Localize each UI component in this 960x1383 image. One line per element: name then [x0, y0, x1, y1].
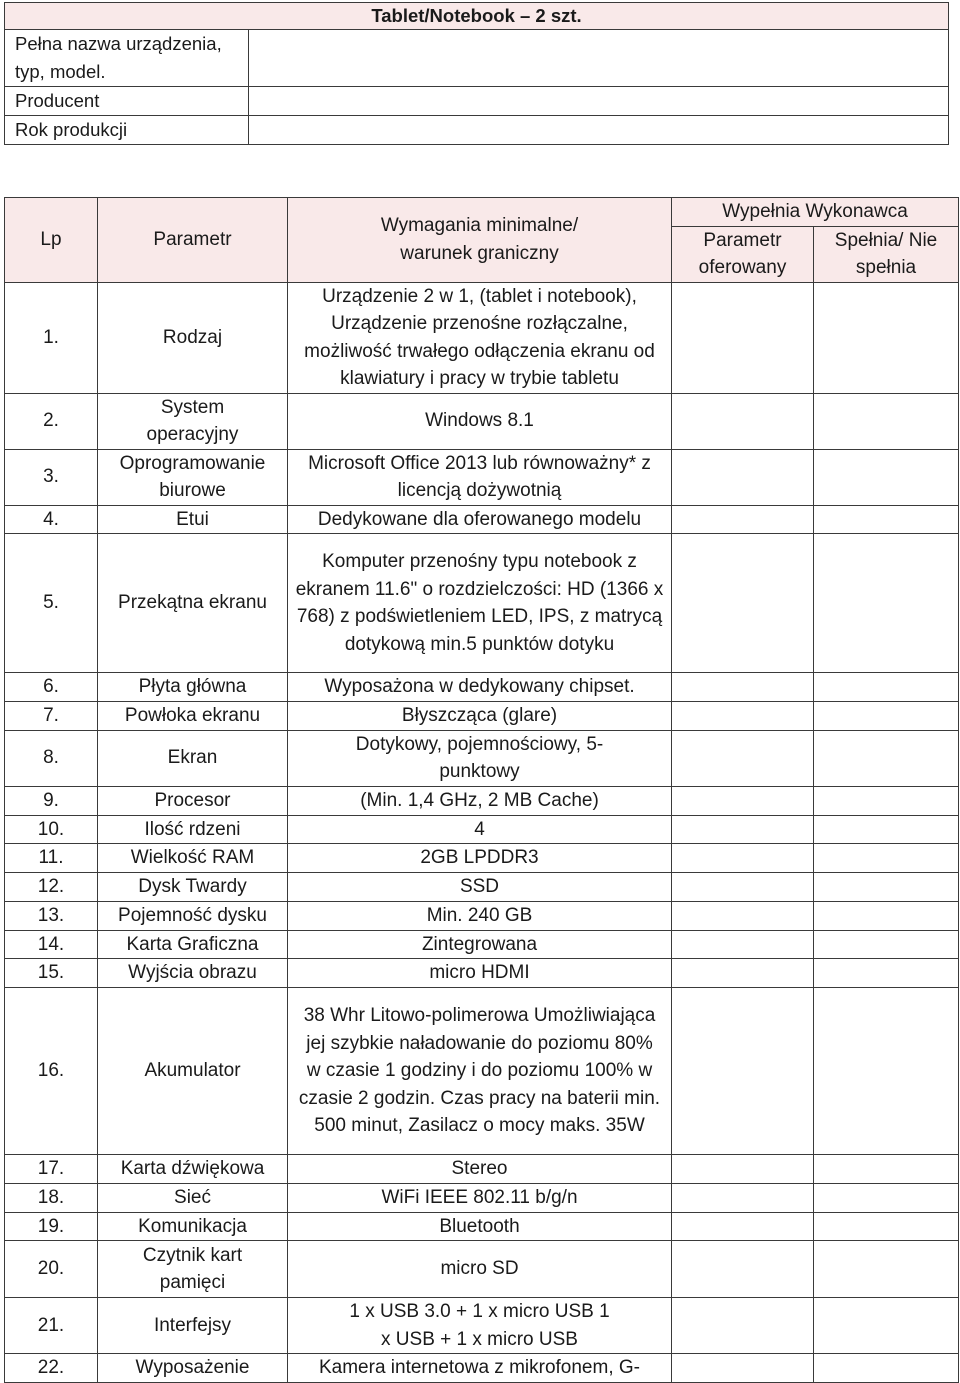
row-lp: 14. — [5, 930, 98, 959]
device-field-label: Rok produkcji — [5, 116, 249, 145]
row-parameter: Karta dźwiękowa — [98, 1155, 288, 1184]
row-lp: 22. — [5, 1354, 98, 1383]
table-row — [5, 449, 959, 505]
row-parameter: Ilość rdzeni — [98, 815, 288, 844]
device-field-label: Producent — [5, 87, 249, 116]
row-requirement: Dedykowane dla oferowanego modelu — [288, 505, 672, 534]
row-lp: 2. — [5, 393, 98, 449]
row-requirement: Błyszcząca (glare) — [288, 702, 672, 731]
row-parameter: Pojemność dysku — [98, 902, 288, 931]
row-meets-cell[interactable] — [814, 730, 959, 786]
row-parameter: Etui — [98, 505, 288, 534]
table-row — [5, 673, 959, 702]
row-lp: 4. — [5, 505, 98, 534]
row-parameter: Komunikacja — [98, 1212, 288, 1241]
row-requirement: Microsoft Office 2013 lub równoważny* z licencją dożywotnią — [288, 449, 672, 505]
row-offered-value-cell[interactable] — [672, 505, 814, 534]
row-lp: 6. — [5, 673, 98, 702]
row-meets-cell[interactable] — [814, 1155, 959, 1184]
row-requirement: Urządzenie 2 w 1, (tablet i notebook), Urządzenie przenośne rozłączalne, możliwość trwałego odłączenia ekranu od klawiatury i pracy w trybie tabletu — [288, 282, 672, 393]
row-meets-cell[interactable] — [814, 1183, 959, 1212]
row-meets-cell[interactable] — [814, 902, 959, 931]
row-meets-cell[interactable] — [814, 505, 959, 534]
row-offered-value-cell[interactable] — [672, 786, 814, 815]
row-lp: 5. — [5, 534, 98, 673]
row-lp: 21. — [5, 1298, 98, 1354]
row-requirement: Windows 8.1 — [288, 393, 672, 449]
table-row — [5, 1212, 959, 1241]
row-requirement: 1 x USB 3.0 + 1 x micro USB 1 x USB + 1 x micro USB — [288, 1298, 672, 1354]
row-requirement: Bluetooth — [288, 1212, 672, 1241]
row-meets-cell[interactable] — [814, 702, 959, 731]
row-offered-value-cell[interactable] — [672, 1354, 814, 1383]
table-row — [5, 902, 959, 931]
row-parameter: System operacyjny — [98, 393, 288, 449]
row-parameter: Dysk Twardy — [98, 873, 288, 902]
row-lp: 3. — [5, 449, 98, 505]
row-meets-cell[interactable] — [814, 959, 959, 988]
row-lp: 20. — [5, 1241, 98, 1298]
row-offered-value-cell[interactable] — [672, 1298, 814, 1354]
row-meets-cell[interactable] — [814, 1298, 959, 1354]
row-requirement: Zintegrowana — [288, 930, 672, 959]
row-meets-cell[interactable] — [814, 393, 959, 449]
row-parameter: Akumulator — [98, 988, 288, 1155]
row-lp: 11. — [5, 844, 98, 873]
header-contractor-fills: Wypełnia Wykonawca — [672, 198, 959, 227]
row-offered-value-cell[interactable] — [672, 1155, 814, 1184]
row-lp: 1. — [5, 282, 98, 393]
row-parameter: Rodzaj — [98, 282, 288, 393]
row-meets-cell[interactable] — [814, 988, 959, 1155]
row-offered-value-cell[interactable] — [672, 393, 814, 449]
row-requirement: micro HDMI — [288, 959, 672, 988]
row-parameter: Karta Graficzna — [98, 930, 288, 959]
row-meets-cell[interactable] — [814, 815, 959, 844]
row-requirement: Stereo — [288, 1155, 672, 1184]
row-lp: 8. — [5, 730, 98, 786]
table-row — [5, 1354, 959, 1383]
row-parameter: Wielkość RAM — [98, 844, 288, 873]
row-offered-value-cell[interactable] — [672, 702, 814, 731]
row-meets-cell[interactable] — [814, 282, 959, 393]
row-lp: 18. — [5, 1183, 98, 1212]
row-lp: 12. — [5, 873, 98, 902]
table-row — [5, 959, 959, 988]
row-lp: 17. — [5, 1155, 98, 1184]
row-parameter: Sieć — [98, 1183, 288, 1212]
device-field-label: Pełna nazwa urządzenia, typ, model. — [5, 30, 249, 87]
device-field-value[interactable] — [249, 87, 949, 116]
row-offered-value-cell[interactable] — [672, 1241, 814, 1298]
row-requirement: 4 — [288, 815, 672, 844]
row-requirement: (Min. 1,4 GHz, 2 MB Cache) — [288, 786, 672, 815]
device-field-value[interactable] — [249, 30, 949, 87]
row-meets-cell[interactable] — [814, 673, 959, 702]
row-lp: 9. — [5, 786, 98, 815]
row-meets-cell[interactable] — [814, 1354, 959, 1383]
row-offered-value-cell[interactable] — [672, 844, 814, 873]
table-row — [5, 730, 959, 786]
row-parameter: Wyjścia obrazu — [98, 959, 288, 988]
row-meets-cell[interactable] — [814, 534, 959, 673]
row-parameter: Przekątna ekranu — [98, 534, 288, 673]
row-requirement: Min. 240 GB — [288, 902, 672, 931]
row-lp: 16. — [5, 988, 98, 1155]
row-meets-cell[interactable] — [814, 873, 959, 902]
row-offered-value-cell[interactable] — [672, 988, 814, 1155]
row-offered-value-cell[interactable] — [672, 1212, 814, 1241]
row-requirement: 2GB LPDDR3 — [288, 844, 672, 873]
row-offered-value-cell[interactable] — [672, 959, 814, 988]
row-parameter: Interfejsy — [98, 1298, 288, 1354]
table-row — [5, 1155, 959, 1184]
row-lp: 10. — [5, 815, 98, 844]
row-meets-cell[interactable] — [814, 844, 959, 873]
row-requirement: Komputer przenośny typu notebook z ekranem 11.6" o rozdzielczości: HD (1366 x 768) z podświetleniem LED, IPS, z matrycą dotykową min.5 punktów dotyku — [288, 534, 672, 673]
row-lp: 7. — [5, 702, 98, 731]
row-lp: 15. — [5, 959, 98, 988]
table-row — [5, 1183, 959, 1212]
row-meets-cell[interactable] — [814, 1241, 959, 1298]
table-row — [5, 505, 959, 534]
row-parameter: Powłoka ekranu — [98, 702, 288, 731]
row-lp: 13. — [5, 902, 98, 931]
table-row — [5, 873, 959, 902]
device-field-value[interactable] — [249, 116, 949, 145]
row-requirement: 38 Whr Litowo-polimerowa Umożliwiająca jej szybkie naładowanie do poziomu 80% w czasie 1 godziny i do poziomu 100% w czasie 2 godzin. Czas pracy na baterii min. 500 minut, Zasilacz o mocy maks. 35W — [288, 988, 672, 1155]
table-row — [5, 930, 959, 959]
row-requirement: Dotykowy, pojemnościowy, 5-punktowy — [288, 730, 672, 786]
specification-table — [4, 197, 959, 1383]
row-meets-cell[interactable] — [814, 930, 959, 959]
header-lp: Lp — [5, 198, 98, 283]
table-row — [5, 1241, 959, 1298]
row-offered-value-cell[interactable] — [672, 815, 814, 844]
row-requirement: Kamera internetowa z mikrofonem, G- — [288, 1354, 672, 1383]
table-row — [5, 815, 959, 844]
row-lp: 19. — [5, 1212, 98, 1241]
row-offered-value-cell[interactable] — [672, 282, 814, 393]
table-row — [5, 534, 959, 673]
header-offered-param: Parametr oferowany — [672, 226, 814, 282]
table-row — [5, 1298, 959, 1354]
row-requirement: micro SD — [288, 1241, 672, 1298]
row-offered-value-cell[interactable] — [672, 902, 814, 931]
row-meets-cell[interactable] — [814, 1212, 959, 1241]
table-row — [5, 844, 959, 873]
header-meets: Spełnia/ Nie spełnia — [814, 226, 959, 282]
row-meets-cell[interactable] — [814, 449, 959, 505]
row-parameter: Oprogramowanie biurowe — [98, 449, 288, 505]
row-requirement: SSD — [288, 873, 672, 902]
row-meets-cell[interactable] — [814, 786, 959, 815]
row-offered-value-cell[interactable] — [672, 449, 814, 505]
row-offered-value-cell[interactable] — [672, 930, 814, 959]
table-row — [5, 702, 959, 731]
table-row — [5, 282, 959, 393]
table-row — [5, 393, 959, 449]
row-parameter: Płyta główna — [98, 673, 288, 702]
row-offered-value-cell[interactable] — [672, 730, 814, 786]
row-requirement: WiFi IEEE 802.11 b/g/n — [288, 1183, 672, 1212]
table-row — [5, 988, 959, 1155]
row-parameter: Procesor — [98, 786, 288, 815]
row-parameter: Wyposażenie — [98, 1354, 288, 1383]
row-offered-value-cell[interactable] — [672, 873, 814, 902]
row-offered-value-cell[interactable] — [672, 534, 814, 673]
device-title: Tablet/Notebook – 2 szt. — [5, 3, 949, 30]
table-row — [5, 786, 959, 815]
row-offered-value-cell[interactable] — [672, 673, 814, 702]
row-parameter: Ekran — [98, 730, 288, 786]
header-parametr: Parametr — [98, 198, 288, 283]
header-requirement: Wymagania minimalne/ warunek graniczny — [288, 198, 672, 283]
device-info-table — [4, 2, 949, 145]
row-offered-value-cell[interactable] — [672, 1183, 814, 1212]
row-requirement: Wyposażona w dedykowany chipset. — [288, 673, 672, 702]
row-parameter: Czytnik kart pamięci — [98, 1241, 288, 1298]
